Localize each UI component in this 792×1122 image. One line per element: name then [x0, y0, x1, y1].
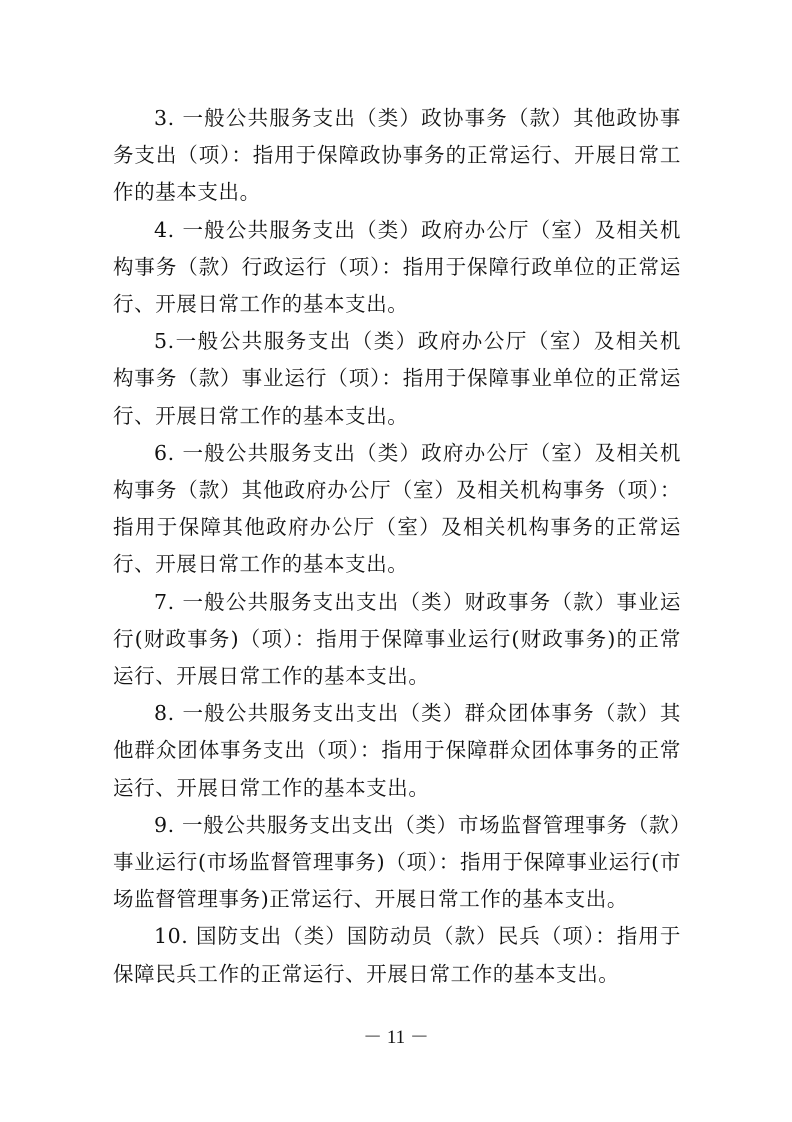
paragraph-item-9: 9. 一般公共服务支出支出（类）市场监督管理事务（款）事业运行(市场监督管理事务)（项）：指用于保障事业运行(市场监督管理事务)正常运行、开展日常工作的基本支出。	[113, 812, 681, 912]
paragraph-item-10: 10. 国防支出（类）国防动员（款）民兵（项）：指用于保障民兵工作的正常运行、开展日常工作的基本支出。	[113, 924, 681, 986]
paragraph-item-4: 4. 一般公共服务支出（类）政府办公厅（室）及相关机构事务（款）行政运行（项）：指用于保障行政单位的正常运行、开展日常工作的基本支出。	[113, 217, 681, 317]
paragraph-item-5: 5.一般公共服务支出（类）政府办公厅（室）及相关机构事务（款）事业运行（项）：指用于保障事业单位的正常运行、开展日常工作的基本支出。	[113, 329, 681, 428]
paragraph-item-8: 8. 一般公共服务支出支出（类）群众团体事务（款）其他群众团体事务支出（项）：指用于保障群众团体事务的正常运行、开展日常工作的基本支出。	[113, 701, 681, 800]
page-number: － 11 －	[363, 1027, 429, 1048]
paragraph-item-3: 3. 一般公共服务支出（类）政协事务（款）其他政协事务支出（项）：指用于保障政协事务的正常运行、开展日常工作的基本支出。	[113, 106, 681, 205]
paragraph-item-6: 6. 一般公共服务支出（类）政府办公厅（室）及相关机构事务（款）其他政府办公厅（室）及相关机构事务（项）：指用于保障其他政府办公厅（室）及相关机构事务的正常运行、开展日常工作的基本支出。	[113, 440, 681, 577]
paragraph-item-7: 7. 一般公共服务支出支出（类）财政事务（款）事业运行(财政事务)（项）：指用于保障事业运行(财政事务)的正常运行、开展日常工作的基本支出。	[113, 589, 681, 689]
document-body	[113, 100, 681, 993]
